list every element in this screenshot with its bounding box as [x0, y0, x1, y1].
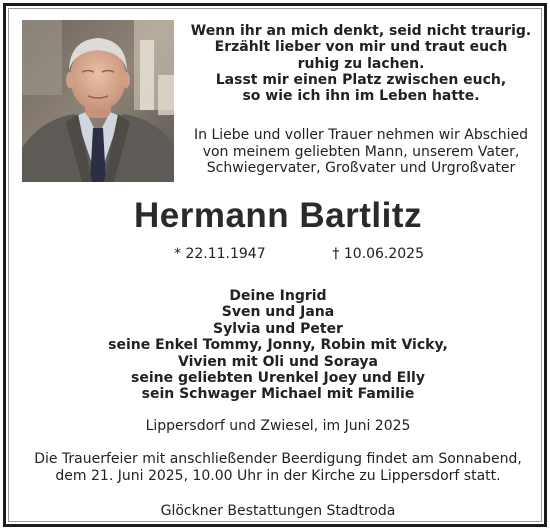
mourner-line: Vivien mit Oli und Soraya: [178, 353, 378, 370]
service-line: dem 21. Juni 2025, 10.00 Uhr in der Kirche zu Lippersdorf statt.: [55, 468, 501, 484]
life-dates: [174, 245, 424, 263]
poem-line: Wenn ihr an mich denkt, seid nicht traurig.: [190, 23, 532, 39]
poem-line: Lasst mir einen Platz zwischen euch,: [215, 71, 507, 88]
poem-line: so wie ich ihn im Leben hatte.: [242, 88, 480, 105]
mourner-line: Deine Ingrid: [229, 288, 327, 304]
place-and-date: Lippersdorf und Zwiesel, im Juni 2025: [145, 418, 411, 434]
mourner-line: Sylvia und Peter: [213, 320, 343, 337]
intro-line: Schwiegervater, Großvater und Urgroßvater: [206, 160, 516, 177]
funeral-home: Glöckner Bestattungen Stadtroda: [160, 503, 396, 519]
mourners-list: [6, 288, 550, 403]
funeral-service-info: [6, 451, 550, 485]
deceased-name: Hermann Bartlitz: [133, 196, 423, 235]
mourner-line: sein Schwager Michael mit Familie: [141, 386, 415, 403]
poem-line: ruhig zu lachen.: [297, 55, 425, 72]
portrait-photo: [22, 20, 174, 182]
mourner-line: Sven und Jana: [221, 304, 335, 321]
intro-line: In Liebe und voller Trauer nehmen wir Abschied: [194, 127, 528, 143]
intro-line: von meinem geliebten Mann, unserem Vater,: [202, 143, 520, 160]
death-date: † 10.06.2025: [332, 246, 424, 262]
service-line: Die Trauerfeier mit anschließender Beerdigung findet am Sonnabend,: [34, 451, 522, 467]
obituary-frame: [3, 3, 547, 527]
mourner-line: seine geliebten Urenkel Joey und Elly: [131, 370, 425, 387]
mourner-line: seine Enkel Tommy, Jonny, Robin mit Vicky,: [108, 337, 448, 354]
poem: [188, 23, 534, 104]
poem-line: Erzählt lieber von mir und traut euch: [214, 39, 508, 56]
birth-date: * 22.11.1947: [174, 246, 266, 262]
farewell-intro: [188, 127, 534, 177]
